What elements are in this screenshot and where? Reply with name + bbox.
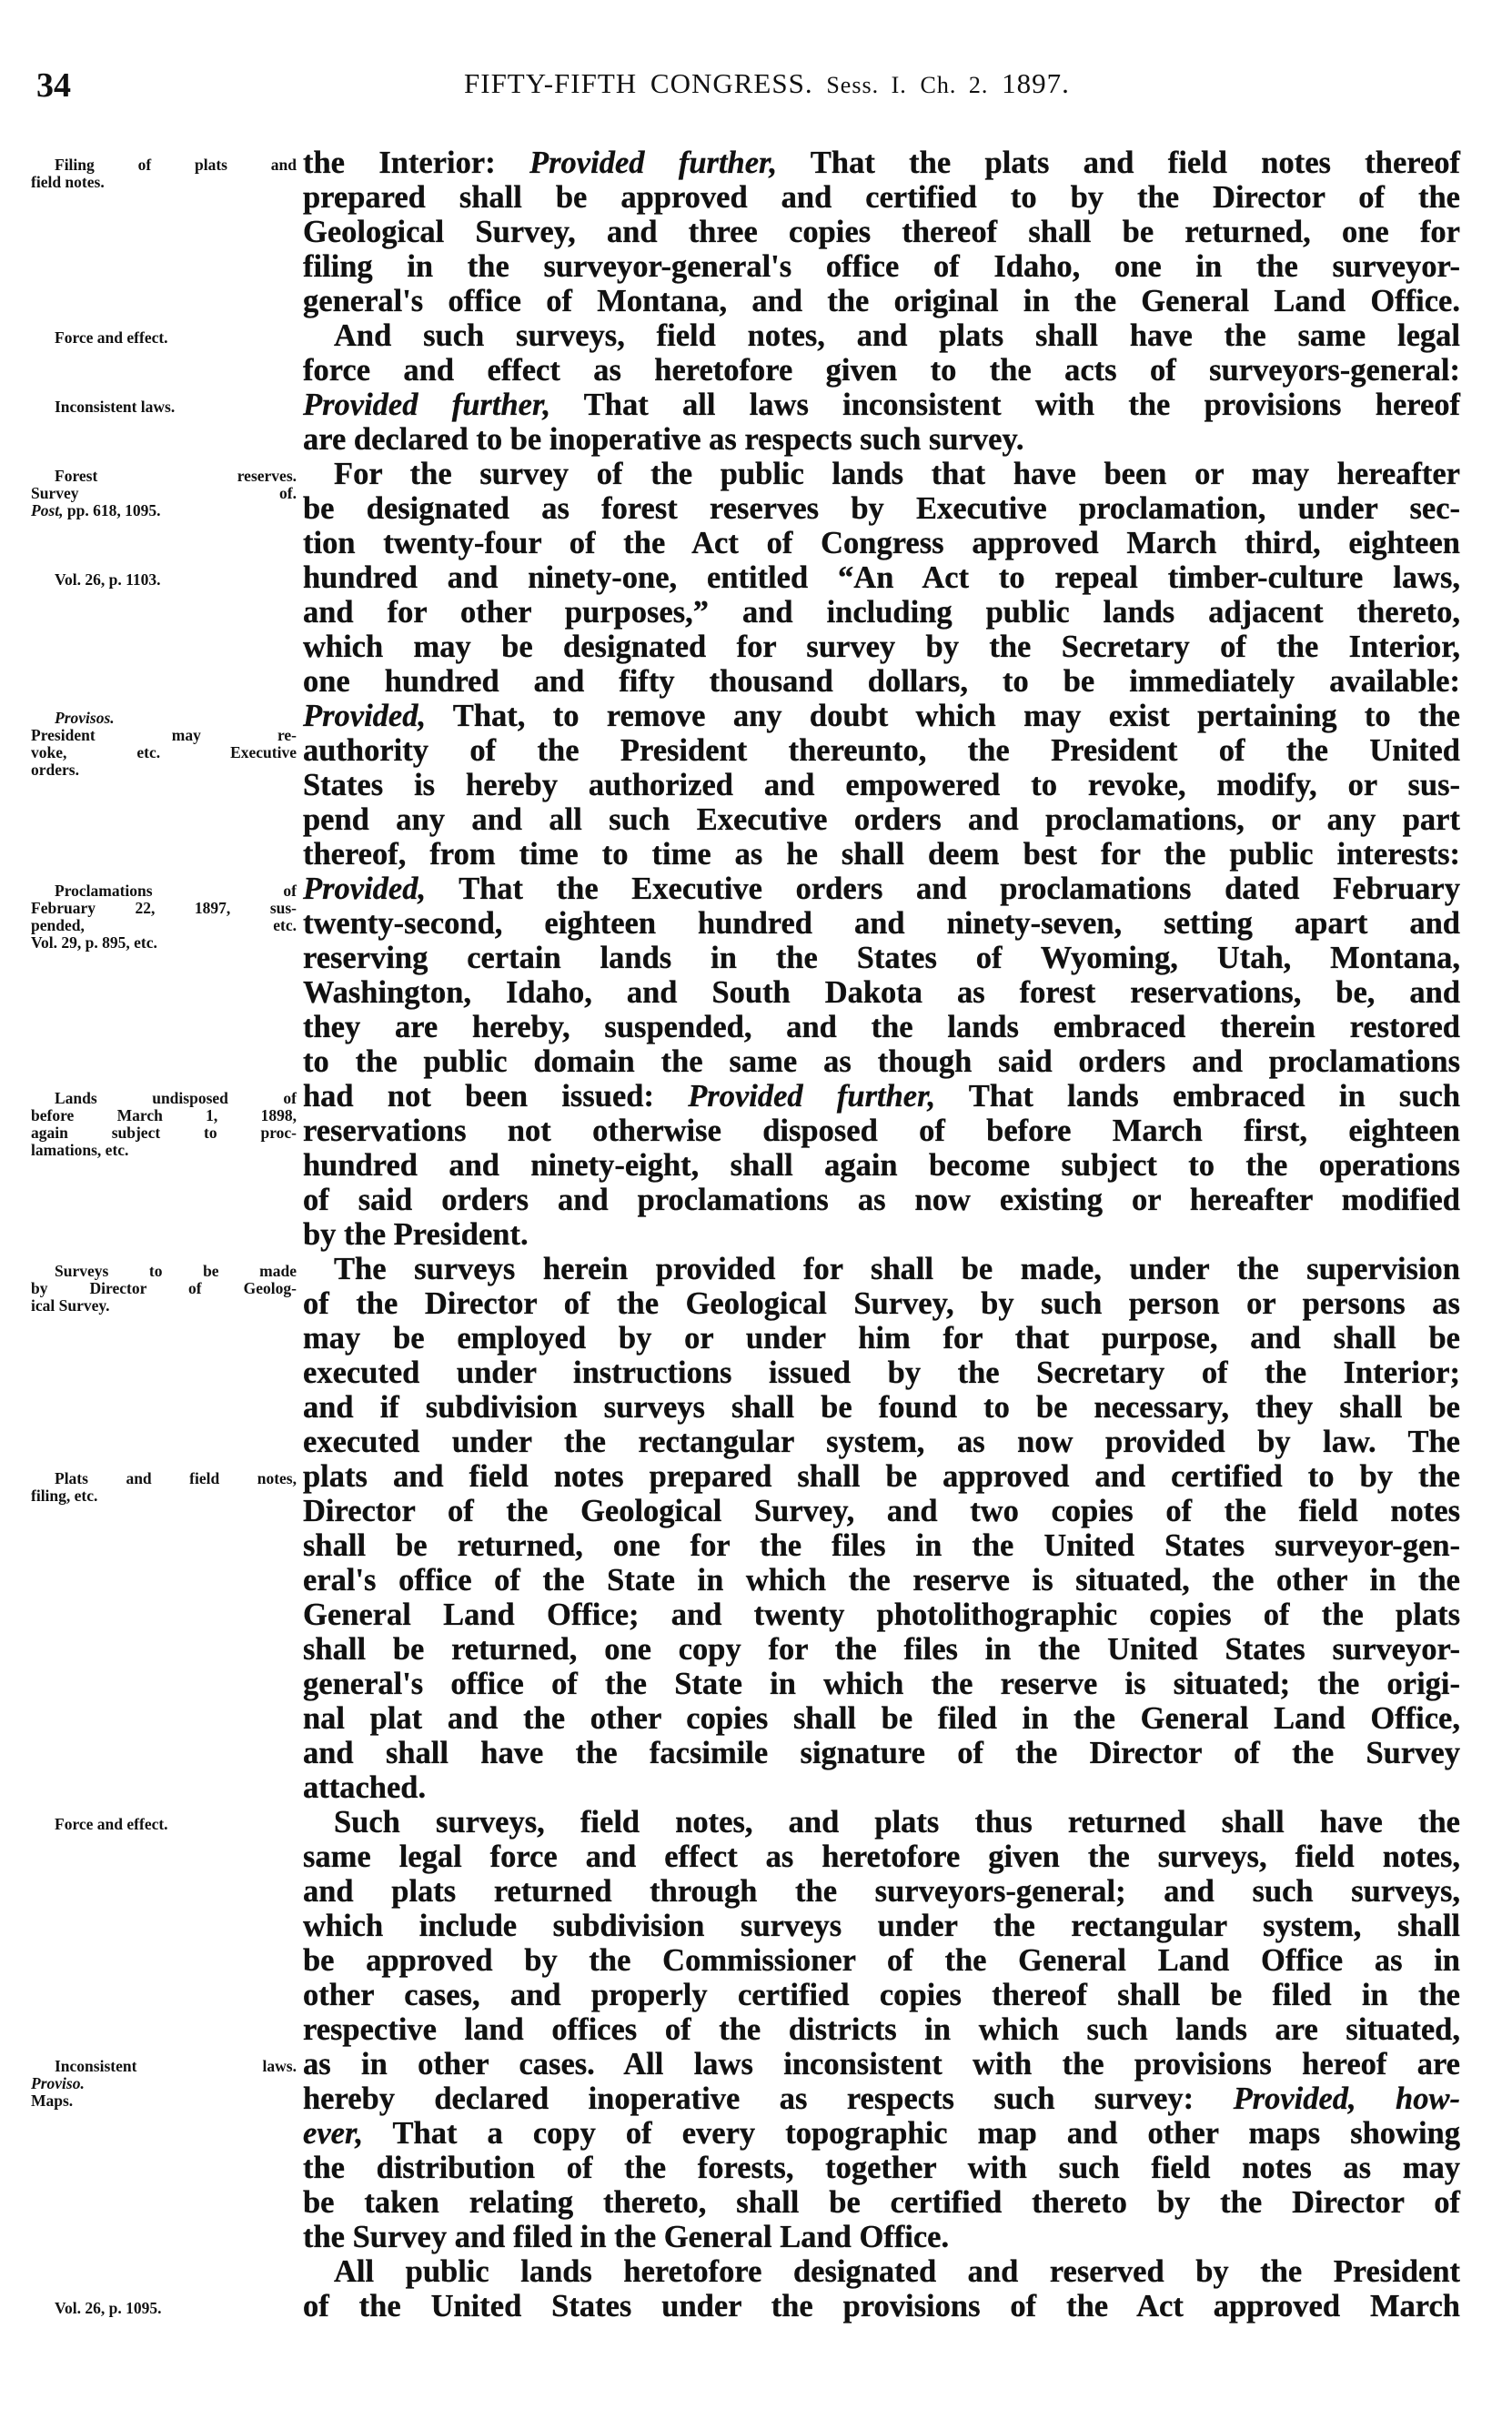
text-line: Director of the Geological Survey, and two copies of the field notes: [303, 1494, 1460, 1528]
italic-text: Provided, how-: [1233, 2081, 1460, 2116]
text-line: Geological Survey, and three copies thereof shall be returned, one for: [303, 215, 1460, 249]
italic-text: Provisos.: [55, 709, 115, 727]
margin-note: [31, 398, 297, 416]
text-line: and for other purposes,” and including public lands adjacent thereto,: [303, 595, 1460, 630]
margin-note-line: ical Survey.: [31, 1296, 110, 1315]
text-line: executed under instructions issued by the Secretary of the Interior;: [303, 1356, 1460, 1390]
text-line: eral's office of the State in which the reserve is situated, the other in the: [303, 1563, 1460, 1597]
page-number: 34: [36, 66, 71, 105]
text-line: Provided, That the Executive orders and proclamations dated February: [303, 872, 1460, 906]
margin-note: [31, 882, 297, 952]
text-line: of the Director of the Geological Survey, by such person or persons as: [303, 1286, 1460, 1321]
margin-note-line: field notes.: [31, 173, 105, 191]
margin-note: [31, 1470, 297, 1505]
text-line: by the President.: [303, 1217, 529, 1252]
text-line: the Interior: Provided further, That the plats and field notes thereof: [303, 146, 1461, 180]
text-line: force and effect as heretofore given to the acts of surveyors-general:: [303, 353, 1460, 388]
text-line: be designated as forest reserves by Executive proclamation, under sec-: [303, 491, 1460, 526]
margin-note: [31, 710, 297, 779]
margin-note-line: Proclamations of: [55, 882, 297, 900]
margin-note-line: before March 1, 1898,: [31, 1106, 297, 1124]
margin-note-line: voke, etc. Executive: [31, 743, 297, 761]
margin-note-line: Maps.: [31, 2091, 74, 2110]
text-line: General Land Office; and twenty photolithographic copies of the plats: [303, 1597, 1460, 1632]
margin-note-line: orders.: [31, 761, 79, 779]
margin-note-line: Inconsistent laws.: [55, 2057, 297, 2075]
text-line: Provided, That, to remove any doubt which may exist pertaining to the: [303, 699, 1460, 733]
text-line: are declared to be inoperative as respects such survey.: [303, 422, 1024, 457]
margin-note-line: Vol. 29, p. 895, etc.: [31, 933, 157, 952]
statute-body-text: [303, 146, 1460, 2323]
text-line: of said orders and proclamations as now existing or hereafter modified: [303, 1183, 1460, 1217]
italic-text: Provided further,: [303, 388, 551, 422]
text-line: ever, That a copy of every topographic map and other maps showing: [303, 2116, 1460, 2151]
margin-note-line: Filing of plats and: [55, 156, 297, 174]
text-line: of the United States under the provisions of the Act approved March: [303, 2289, 1460, 2323]
margin-note: [31, 1263, 297, 1315]
text-line: pend any and all such Executive orders and proclamations, or any part: [303, 802, 1460, 837]
text-line: respective land offices of the districts in which such lands are situated,: [303, 2012, 1460, 2047]
margin-note: [31, 156, 297, 191]
text-line: attached.: [303, 1770, 427, 1805]
text-line: one hundred and fifty thousand dollars, to be immediately available:: [303, 664, 1460, 699]
text-line: prepared shall be approved and certified to by the Director of the: [303, 180, 1460, 215]
italic-text: Provided further,: [688, 1079, 936, 1114]
text-line: twenty-second, eighteen hundred and ninety-seven, setting apart and: [303, 906, 1460, 941]
margin-note-line: filing, etc.: [31, 1487, 98, 1505]
running-title: [464, 67, 1070, 100]
margin-note-line: Plats and field notes,: [55, 1469, 297, 1487]
text-line: same legal force and effect as heretofore given the surveys, field notes,: [303, 1839, 1460, 1874]
session: Sess. I.: [826, 72, 907, 98]
margin-note-line: pended, etc.: [31, 916, 297, 934]
italic-text: ever,: [303, 2116, 364, 2151]
italic-text: Provided,: [303, 872, 427, 906]
text-line: All public lands heretofore designated and reserved by the President: [334, 2254, 1460, 2289]
text-line: authority of the President thereunto, the President of the United: [303, 733, 1460, 768]
text-line: and plats returned through the surveyors-general; and such surveys,: [303, 1874, 1460, 1909]
text-line: hundred and ninety-one, entitled “An Act to repeal timber-culture laws,: [303, 560, 1460, 595]
margin-note-line: again subject to proc-: [31, 1124, 297, 1142]
text-line: For the survey of the public lands that have been or may hereafter: [334, 457, 1460, 491]
text-line: reservations not otherwise disposed of before March first, eighteen: [303, 1114, 1460, 1148]
margin-note-line: Forest reserves.: [55, 467, 297, 485]
congress-title: FIFTY-FIFTH CONGRESS.: [464, 67, 813, 99]
text-line: which may be designated for survey by the Secretary of the Interior,: [303, 630, 1460, 664]
text-line: tion twenty-four of the Act of Congress approved March third, eighteen: [303, 526, 1460, 560]
text-line: to the public domain the same as though said orders and proclamations: [303, 1044, 1460, 1079]
text-line: shall be returned, one for the files in the United States surveyor-gen-: [303, 1528, 1460, 1563]
margin-note-line: Vol. 26, p. 1095.: [55, 2299, 162, 2317]
margin-note-line: lamations, etc.: [31, 1141, 129, 1159]
text-line: as in other cases. All laws inconsistent with the provisions hereof are: [303, 2047, 1460, 2081]
text-line: hundred and ninety-eight, shall again become subject to the operations: [303, 1148, 1460, 1183]
margin-note-line: Force and effect.: [55, 328, 168, 347]
text-line: States is hereby authorized and empowered to revoke, modify, or sus-: [303, 768, 1460, 802]
margin-note: [31, 2058, 297, 2110]
text-line: may be employed by or under him for that purpose, and shall be: [303, 1321, 1460, 1356]
margin-note: [31, 468, 297, 519]
running-header: [36, 66, 1465, 106]
text-line: had not been issued: Provided further, That lands embraced in such: [303, 1079, 1461, 1114]
margin-note-line: President may re-: [31, 726, 297, 744]
margin-note-line: Inconsistent laws.: [55, 398, 176, 416]
text-line: the Survey and filed in the General Land Office.: [303, 2220, 950, 2254]
text-line: filing in the surveyor-general's office of Idaho, one in the surveyor-: [303, 249, 1460, 284]
year: 1897.: [1002, 67, 1070, 99]
text-line: Provided further, That all laws inconsistent with the provisions hereof: [303, 388, 1461, 422]
text-line: The surveys herein provided for shall be made, under the supervision: [334, 1252, 1460, 1286]
margin-note: [31, 329, 297, 347]
margin-note: [31, 1816, 297, 1833]
text-line: nal plat and the other copies shall be filed in the General Land Office,: [303, 1701, 1460, 1736]
text-line: and shall have the facsimile signature of the Director of the Survey: [303, 1736, 1460, 1770]
text-line: executed under the rectangular system, as now provided by law. The: [303, 1425, 1460, 1459]
margin-note: [31, 571, 297, 589]
margin-note-line: Survey of.: [31, 484, 297, 502]
text-line: other cases, and properly certified copies thereof shall be filed in the: [303, 1978, 1460, 2012]
text-line: general's office of the State in which the reserve is situated; the origi-: [303, 1667, 1460, 1701]
italic-text: Post,: [31, 501, 64, 519]
text-line: which include subdivision surveys under the rectangular system, shall: [303, 1909, 1460, 1943]
text-line: reserving certain lands in the States of Wyoming, Utah, Montana,: [303, 941, 1460, 975]
chapter: Ch. 2.: [920, 72, 989, 98]
text-line: general's office of Montana, and the original in the General Land Office.: [303, 284, 1460, 318]
italic-text: Proviso.: [31, 2074, 85, 2092]
margin-note-line: Surveys to be made: [55, 1262, 297, 1280]
text-line: shall be returned, one copy for the files in the United States surveyor-: [303, 1632, 1460, 1667]
margin-note-line: Vol. 26, p. 1103.: [55, 570, 161, 589]
margin-note-line: Post, pp. 618, 1095.: [31, 501, 161, 519]
margin-note-line: February 22, 1897, sus-: [31, 899, 297, 917]
margin-note-line: [31, 710, 297, 727]
text-line: the distribution of the forests, together with such field notes as may: [303, 2151, 1460, 2185]
italic-text: Provided,: [303, 699, 427, 733]
text-line: thereof, from time to time as he shall deem best for the public interests:: [303, 837, 1460, 872]
margin-note-line: by Director of Geolog-: [31, 1279, 297, 1297]
text-line: be approved by the Commissioner of the General Land Office as in: [303, 1943, 1460, 1978]
text-line: hereby declared inoperative as respects such survey: Provided, how-: [303, 2081, 1460, 2116]
text-line: Washington, Idaho, and South Dakota as forest reservations, be, and: [303, 975, 1460, 1010]
margin-note-line: [31, 2075, 297, 2092]
text-line: Such surveys, field notes, and plats thus returned shall have the: [334, 1805, 1460, 1839]
text-line: And such surveys, field notes, and plats shall have the same legal: [334, 318, 1460, 353]
text-line: they are hereby, suspended, and the lands embraced therein restored: [303, 1010, 1460, 1044]
text-line: and if subdivision surveys shall be found to be necessary, they shall be: [303, 1390, 1460, 1425]
italic-text: Provided further,: [529, 146, 778, 180]
margin-note-line: Force and effect.: [55, 1815, 168, 1833]
margin-note: [31, 2300, 297, 2317]
text-line: be taken relating thereto, shall be certified thereto by the Director of: [303, 2185, 1460, 2220]
margin-note-line: Lands undisposed of: [55, 1089, 297, 1107]
text-line: plats and field notes prepared shall be approved and certified to by the: [303, 1459, 1460, 1494]
margin-note: [31, 1090, 297, 1159]
